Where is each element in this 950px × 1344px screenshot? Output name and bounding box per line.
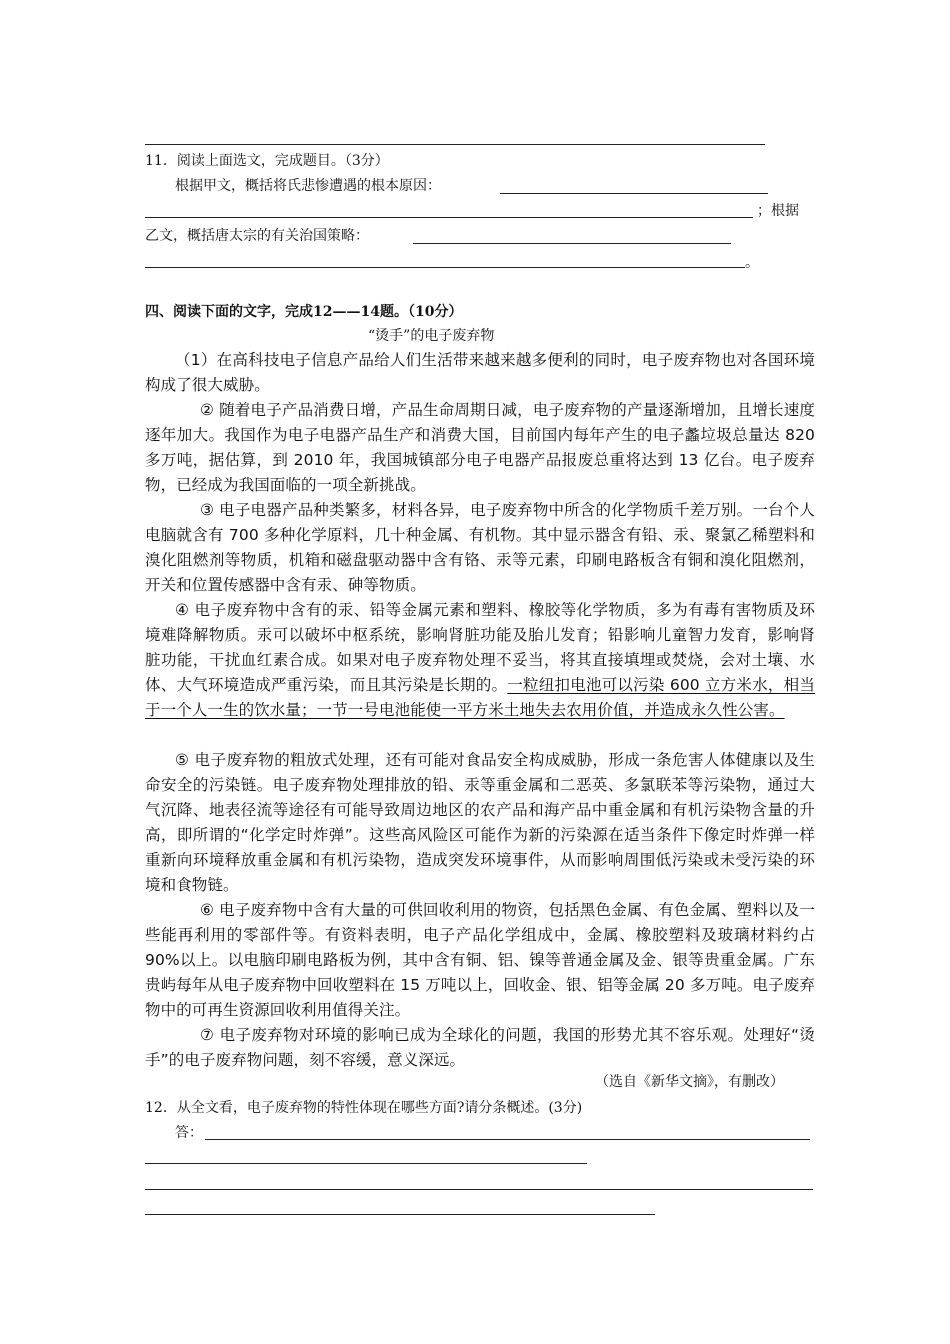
top-divider bbox=[145, 144, 765, 145]
q11-blank-2[interactable] bbox=[145, 217, 753, 218]
q11-line3: 乙文，概括唐太宗的有关治国策略： bbox=[145, 228, 369, 244]
section4-heading: 四、阅读下面的文字，完成12——14题。（10分） bbox=[145, 304, 463, 320]
q11-line1: 根据甲文，概括将氏悲惨遭遇的根本原因： bbox=[175, 178, 441, 194]
q11-blank-3[interactable] bbox=[413, 243, 731, 244]
paragraph-7: ⑦ 电子废弃物对环境的影响已成为全球化的问题，我国的形势尤其不容乐观。处理好“烫手”的电子废弃物问题，刻不容缓，意义深远。 bbox=[145, 1026, 815, 1069]
paragraph-1: （1）在高科技电子信息产品给人们生活带来越来越多便利的同时，电子废弃物也对各国环境构成了很大威胁。 bbox=[145, 351, 815, 394]
q11-blank-1[interactable] bbox=[500, 193, 768, 194]
paragraph-4 bbox=[145, 598, 815, 723]
q11-line2-end: ；根据 bbox=[757, 203, 799, 219]
q12-title: 12．从全文看，电子废弃物的特性体现在哪些方面?请分条概述。(3分) bbox=[145, 1100, 583, 1116]
q12-answer-label: 答： bbox=[175, 1125, 203, 1141]
article-title: “烫手”的电子废弃物 bbox=[368, 328, 495, 344]
paragraph-3: ③ 电子电器产品种类繁多，材料各异，电子废弃物中所含的化学物质千差万别。一台个人电脑就含有 700 多种化学原料，几十种金属、有机物。其中显示器含有铅、汞、聚氯乙稀塑料和溴化阻燃剂等物质，机箱和磁盘驱动器中含有铬、汞等元素，印刷电路板含有铜和溴化阻燃剂，开关和位置传感器中含有汞、砷等物质。 bbox=[145, 501, 815, 594]
q11-line4-end: 。 bbox=[745, 255, 759, 271]
article-source: （选自《新华文摘》，有删改） bbox=[595, 1074, 784, 1090]
paragraph-2: ② 随着电子产品消费日增，产品生命周期日减，电子废弃物的产量逐渐增加，且增长速度逐年加大。我国作为电子电器产品生产和消费大国，目前国内每年产生的电子蠡垃圾总量达 820 多万吨，据估算，到 2010 年，我国城镇部分电子电器产品报废总重将达到 13 亿台。电子废弃物，已经成为我国面临的一项全新挑战。 bbox=[145, 401, 815, 494]
q11-blank-4[interactable] bbox=[145, 267, 745, 268]
paragraph-5: ⑤ 电子废弃物的粗放式处理，还有可能对食品安全构成威胁，形成一条危害人体健康以及生命安全的污染链。电子废弃物处理排放的铅、汞等重金属和二恶英、多氯联苯等污染物，通过大气沉降、地表径流等途径有可能导致周边地区的农产品和海产品中重金属和有机污染物含量的升高，即所谓的“化学定时炸弹”。这些高风险区可能作为新的污染源在适当条件下像定时炸弹一样重新向环境释放重金属和有机污染物，造成突发环境事件，从而影响周围低污染或未受污染的环境和食物链。 bbox=[145, 751, 815, 894]
q11-title: 11．阅读上面选文，完成题目。（3分） bbox=[145, 153, 389, 169]
q12-blank-1[interactable] bbox=[205, 1139, 810, 1140]
q12-blank-2[interactable] bbox=[145, 1163, 587, 1164]
q12-blank-3[interactable] bbox=[145, 1189, 813, 1190]
paragraph-6: ⑥ 电子废弃物中含有大量的可供回收利用的物资，包括黑色金属、有色金属、塑料以及一些能再利用的零部件等。有资料表明，电子产品化学组成中，金属、橡胶塑料及玻璃材料约占 90%以上。以电脑印刷电路板为例，其中含有铜、铝、镍等普通金属及金、银等贵重金属。广东贵屿每年从电子废弃物中回收塑料在 15 万吨以上，回收金、银、铝等金属 20 多万吨。电子废弃物中的可再生资源回收利用值得关注。 bbox=[145, 901, 815, 1019]
paragraph-4-underlined: 一粒纽扣电池可以污染 600 立方米水，相当于一个人一生的饮水量；一节一号电池能使一平方米土地失去农用价值，并造成永久性公害。 bbox=[145, 676, 815, 719]
q12-blank-4[interactable] bbox=[145, 1214, 655, 1215]
paragraph-4-text: ④ 电子废弃物中含有的汞、铅等金属元素和塑料、橡胶等化学物质，多为有毒有害物质及环境难降解物质。汞可以破坏中枢系统，影响肾脏功能及胎儿发育；铅影响儿童智力发育，影响肾脏功能，干扰血红素合成。如果对电子废弃物处理不妥当，将其直接填埋或焚烧，会对土壤、水体、大气环境造成严重污染，而且其污染是长期的。 bbox=[145, 601, 815, 694]
